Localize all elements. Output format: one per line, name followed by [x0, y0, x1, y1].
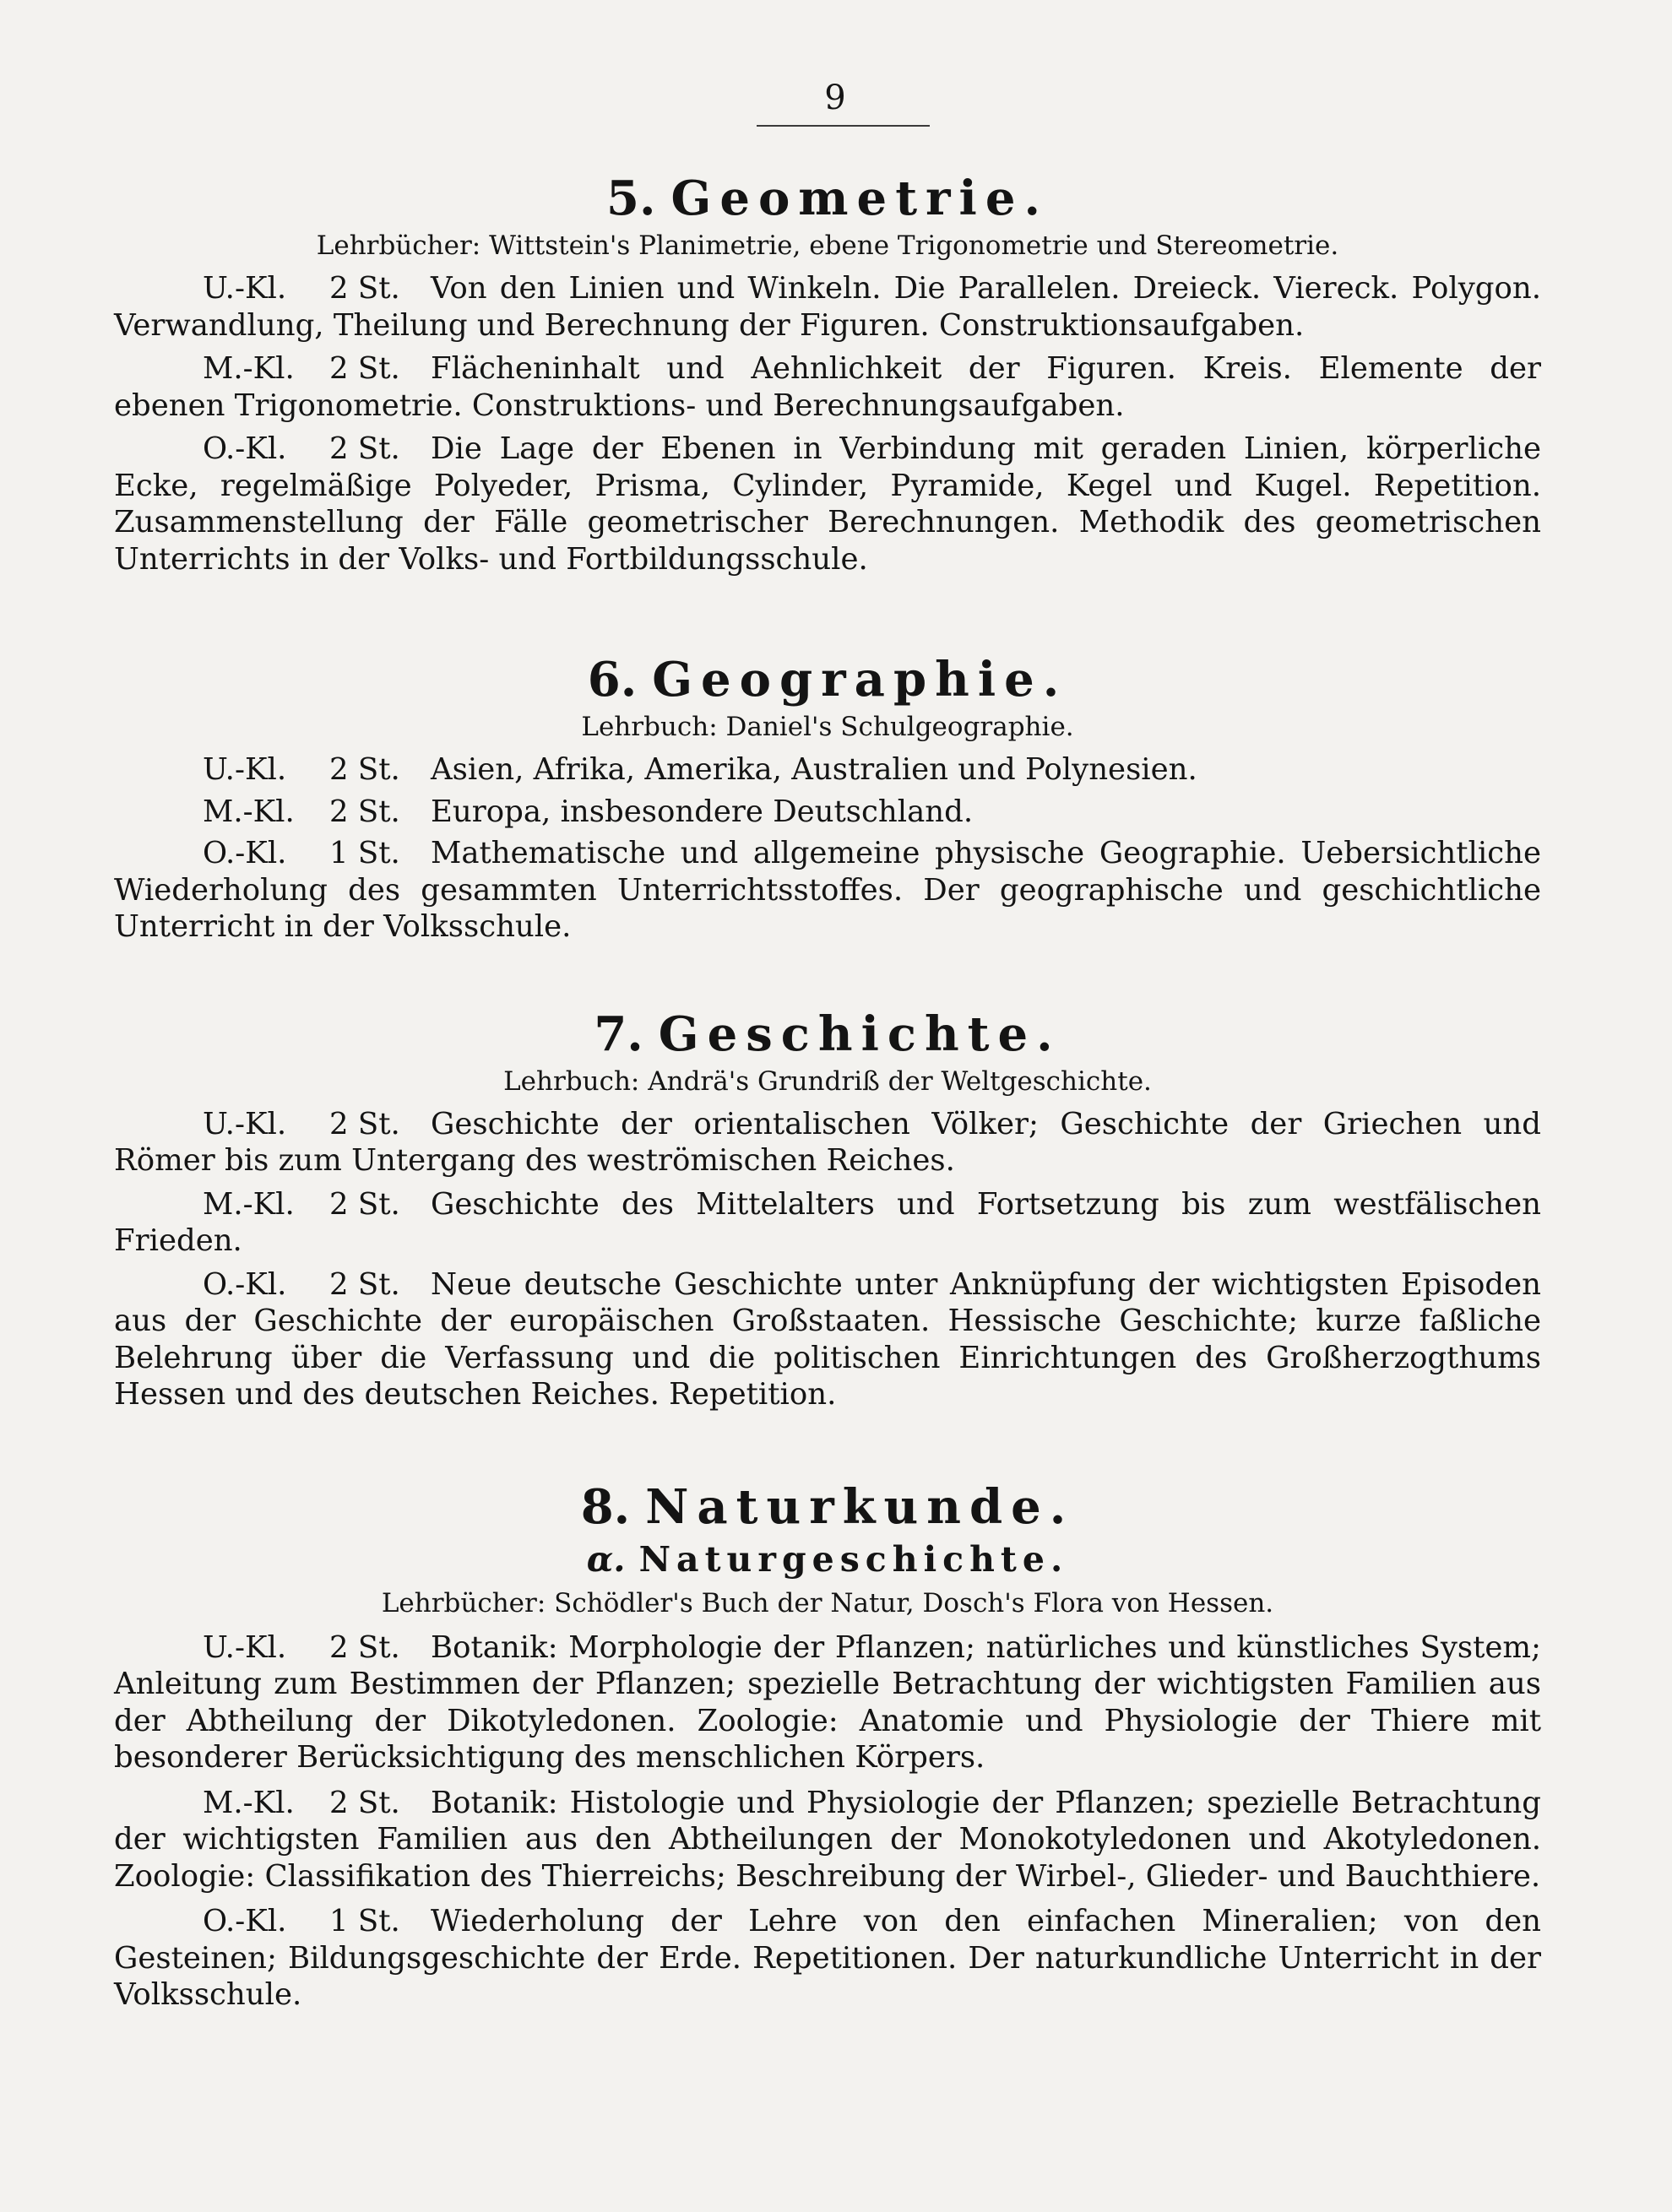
subsection-letter: α.	[586, 1538, 626, 1580]
section-geographie	[114, 652, 1541, 946]
hours-label: 2 St.	[329, 1785, 400, 1820]
section-heading: Geschichte.	[658, 1006, 1061, 1062]
hours-label: 2 St.	[329, 271, 400, 306]
class-label: U.-Kl.	[203, 1106, 287, 1141]
class-label: U.-Kl.	[203, 271, 287, 306]
class-label: M.-Kl.	[203, 1186, 295, 1222]
class-label: O.-Kl.	[203, 836, 287, 870]
section-geometrie	[114, 171, 1541, 577]
entry-text: Wiederholung der Lehre von den einfachen Mineralien; von den Gesteinen; Bildungsgeschichte der Erde. Repetitionen. Der naturkundliche Unterricht in der Volksschule.	[114, 1904, 1541, 2012]
page-number-rule	[757, 125, 930, 127]
entry-text: Botanik: Histologie und Physiologie der Pflanzen; spezielle Betrachtung der wichtigsten Familien aus den Abtheilungen der Monokotyledonen und Akotyledonen. Zoologie: Classifikation des Thierreichs; Beschreibung der Wirbel-, Glieder- und Bauchthiere.	[114, 1785, 1541, 1894]
section-heading: Geometrie.	[670, 171, 1049, 226]
entry-oberklasse	[114, 431, 1541, 577]
section-naturkunde	[114, 1479, 1541, 2014]
textbook-line: Lehrbuch: Daniel's Schulgeographie.	[581, 712, 1074, 742]
entry-unterklasse	[114, 751, 1541, 789]
section-heading: Geographie.	[652, 652, 1068, 708]
entry-text: Geschichte des Mittelalters und Fortsetzung bis zum westfälischen Frieden.	[114, 1186, 1541, 1258]
entry-text: Flächeninhalt und Aehnlichkeit der Figuren. Kreis. Elemente der ebenen Trigonometrie. Construktions- und Berechnungsaufgaben.	[114, 351, 1541, 423]
entry-mittelklasse	[114, 1186, 1541, 1260]
hours-label: 2 St.	[329, 794, 400, 829]
hours-label: 2 St.	[329, 752, 400, 787]
textbook-line: Lehrbücher: Wittstein's Planimetrie, ebene Trigonometrie und Stereometrie.	[316, 230, 1339, 261]
subsection-title	[114, 1538, 1541, 1580]
entry-text: Die Lage der Ebenen in Verbindung mit geraden Linien, körperliche Ecke, regelmäßige Polyeder, Prisma, Cylinder, Pyramide, Kegel und Kugel. Repetition. Zusammenstellung der Fälle geometrischer Berechnungen. Methodik des geometrischen Unterrichts in der Volks- und Fortbildungsschule.	[114, 431, 1541, 577]
entry-oberklasse	[114, 835, 1541, 946]
section-heading: Naturkunde.	[645, 1478, 1075, 1535]
section-title	[114, 652, 1541, 708]
class-label: M.-Kl.	[203, 351, 295, 386]
entry-mittelklasse	[114, 350, 1541, 424]
entry-unterklasse	[114, 1106, 1541, 1179]
entry-oberklasse	[114, 1266, 1541, 1413]
section-title	[114, 1006, 1541, 1062]
entry-unterklasse	[114, 270, 1541, 344]
entry-mittelklasse	[114, 1785, 1541, 1895]
textbook-line: Lehrbuch: Andrä's Grundriß der Weltgeschichte.	[503, 1065, 1152, 1097]
class-label: M.-Kl.	[203, 794, 295, 829]
hours-label: 1 St.	[329, 836, 400, 870]
section-number: 5.	[606, 171, 656, 226]
entry-text: Botanik: Morphologie der Pflanzen; natürliches und künstliches System; Anleitung zum Bestimmen der Pflanzen; spezielle Betrachtung der wichtigsten Familien aus der Abtheilung der Dikotyledonen. Zoologie: Anatomie und Physiologie der Thiere mit besonderer Berücksichtigung des menschlichen Körpers.	[114, 1629, 1541, 1775]
section-geschichte	[114, 1006, 1541, 1413]
entry-oberklasse	[114, 1903, 1541, 2014]
hours-label: 2 St.	[329, 1106, 400, 1141]
class-label: O.-Kl.	[203, 1904, 287, 1938]
entry-text: Mathematische und allgemeine physische Geographie. Uebersichtliche Wiederholung des gesammten Unterrichtsstoffes. Der geographische und geschichtliche Unterricht in der Volksschule.	[114, 836, 1541, 944]
page-number: 9	[824, 79, 846, 117]
section-number: 8.	[580, 1478, 631, 1535]
section-title	[114, 1479, 1541, 1535]
entry-text: Asien, Afrika, Amerika, Australien und Polynesien.	[431, 752, 1197, 787]
entry-text: Neue deutsche Geschichte unter Anknüpfung der wichtigsten Episoden aus der Geschichte der europäischen Großstaaten. Hessische Geschichte; kurze faßliche Belehrung über die Verfassung und die politischen Einrichtungen des Großherzogthums Hessen und des deutschen Reiches. Repetition.	[114, 1266, 1541, 1412]
section-title	[114, 171, 1541, 226]
hours-label: 1 St.	[329, 1904, 400, 1938]
hours-label: 2 St.	[329, 351, 400, 386]
section-number: 7.	[594, 1006, 643, 1062]
hours-label: 2 St.	[329, 1266, 400, 1302]
entry-text: Von den Linien und Winkeln. Die Parallelen. Dreieck. Viereck. Polygon. Verwandlung, Theilung und Berechnung der Figuren. Construktionsaufgaben.	[114, 271, 1541, 343]
class-label: U.-Kl.	[203, 752, 287, 787]
hours-label: 2 St.	[329, 1629, 400, 1665]
textbook-line: Lehrbücher: Schödler's Buch der Natur, Dosch's Flora von Hessen.	[381, 1587, 1274, 1618]
entry-text: Europa, insbesondere Deutschland.	[431, 794, 974, 829]
entry-mittelklasse	[114, 794, 1541, 831]
class-label: M.-Kl.	[203, 1785, 295, 1820]
entry-text: Geschichte der orientalischen Völker; Geschichte der Griechen und Römer bis zum Untergang des weströmischen Reiches.	[114, 1106, 1541, 1178]
class-label: U.-Kl.	[203, 1629, 287, 1665]
section-number: 6.	[587, 652, 638, 708]
class-label: O.-Kl.	[203, 1266, 287, 1302]
entry-unterklasse	[114, 1629, 1541, 1776]
subsection-heading: Naturgeschichte.	[638, 1538, 1069, 1580]
hours-label: 2 St.	[329, 1186, 400, 1222]
class-label: O.-Kl.	[203, 431, 287, 466]
hours-label: 2 St.	[329, 431, 400, 466]
